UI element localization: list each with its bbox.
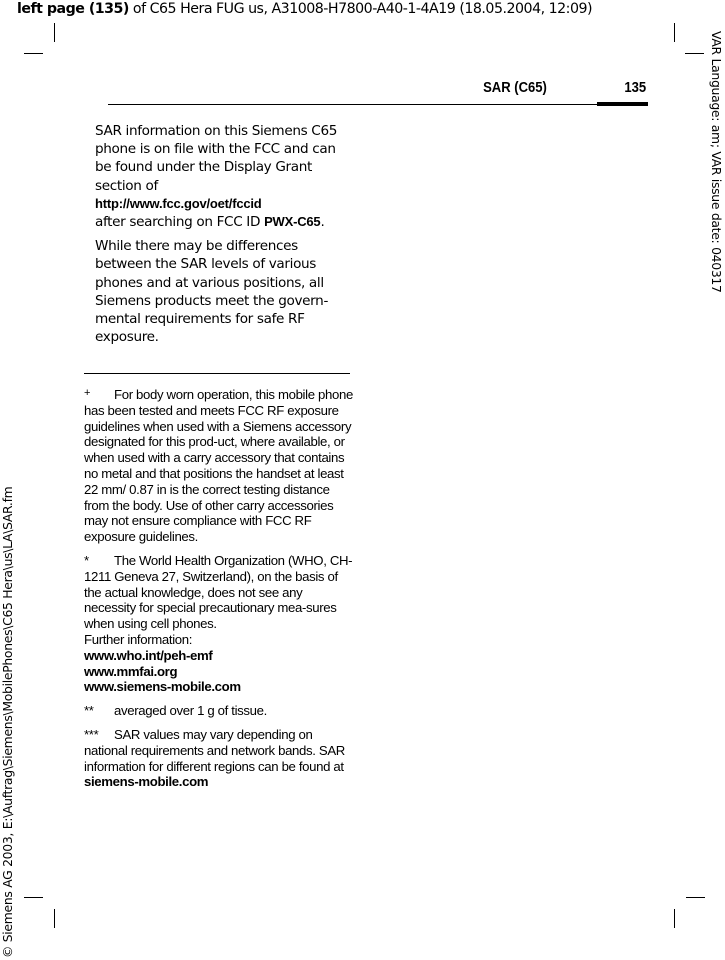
page-header	[108, 79, 648, 107]
crop-mark	[674, 909, 675, 928]
crop-mark	[674, 23, 675, 42]
crop-mark	[24, 53, 43, 54]
document-id: of C65 Hera FUG us, A31008-H7800-A40-1-4A19 (18.05.2004, 12:09)	[128, 1, 593, 17]
fcc-url-link[interactable]: http://www.fcc.gov/oet/fccid	[95, 195, 262, 211]
footnote-marker: +	[84, 387, 91, 399]
page-number: 135	[624, 80, 646, 96]
page-reference: left page (135)	[17, 1, 129, 17]
crop-mark	[686, 897, 705, 898]
siemens-mobile-link[interactable]: www.siemens-mobile.com	[84, 679, 241, 695]
file-path-margin-text: © Siemens AG 2003, E:\Auftrag\Siemens\MobilePhones\C65 Hera\us\LA\SAR.fm	[0, 486, 15, 958]
footnote-body-worn: + For body worn operation, this mobile phone has been tested and meets FCC RF exposure guidelines when used with a Siemens accessory designated for this prod-uct, where available, or when used with a carry accessory that contains no metal and that positions the handset at least 22 mm/ 0.87 in is the correct testing distance from the body. Use of other carry accessories may not ensure compliance with FCC RF exposure guidelines.	[84, 387, 353, 545]
footnote-marker: *	[84, 552, 89, 568]
footnote-who: * The World Health Organization (WHO, CH-1211 Geneva 27, Switzerland), on the basis of the actual knowledge, does not see any necessity for special precautionary mea-sures when using cell phones. Further information: www.who.int/peh-emf www.mmfai.org www.siemens-mobile.com	[84, 552, 353, 695]
sar-info-paragraph: SAR information on this Siemens C65 phone is on file with the FCC and can be found under the Display Grant section of http://www.fcc.gov/oet/fccid after searching on FCC ID PWX-C65.	[95, 123, 338, 231]
crop-mark	[54, 23, 55, 42]
footnotes	[84, 386, 354, 798]
who-link[interactable]: www.who.int/peh-emf	[84, 647, 213, 663]
sar-differences-paragraph: While there may be differences between the SAR levels of various phones and at various positions, all Siemens products meet the govern-mental requirements for safe RF exposure.	[95, 238, 329, 346]
header-rule-accent	[597, 102, 648, 106]
footnote-marker: ***	[84, 726, 99, 742]
fcc-id: PWX-C65	[264, 214, 321, 230]
document-info-line	[17, 0, 592, 18]
siemens-mobile-link[interactable]: siemens-mobile.com	[84, 774, 209, 790]
footnote-separator	[84, 373, 350, 374]
mmfai-link[interactable]: www.mmfai.org	[84, 663, 178, 679]
crop-mark	[685, 53, 704, 54]
crop-mark	[54, 909, 55, 928]
footnote-sar-values: *** SAR values may vary depending on national requirements and network bands. SAR information for different regions can be found at siemens-mobile.com	[84, 726, 345, 790]
header-rule	[108, 104, 648, 105]
section-title: SAR (C65)	[483, 80, 547, 96]
var-language-margin-text: VAR Language: am; VAR issue date: 040317	[709, 31, 724, 293]
footnote-averaged: ** averaged over 1 g of tissue.	[84, 703, 267, 719]
crop-mark	[24, 897, 43, 898]
footnote-marker: **	[84, 703, 94, 719]
body-text	[95, 122, 355, 352]
